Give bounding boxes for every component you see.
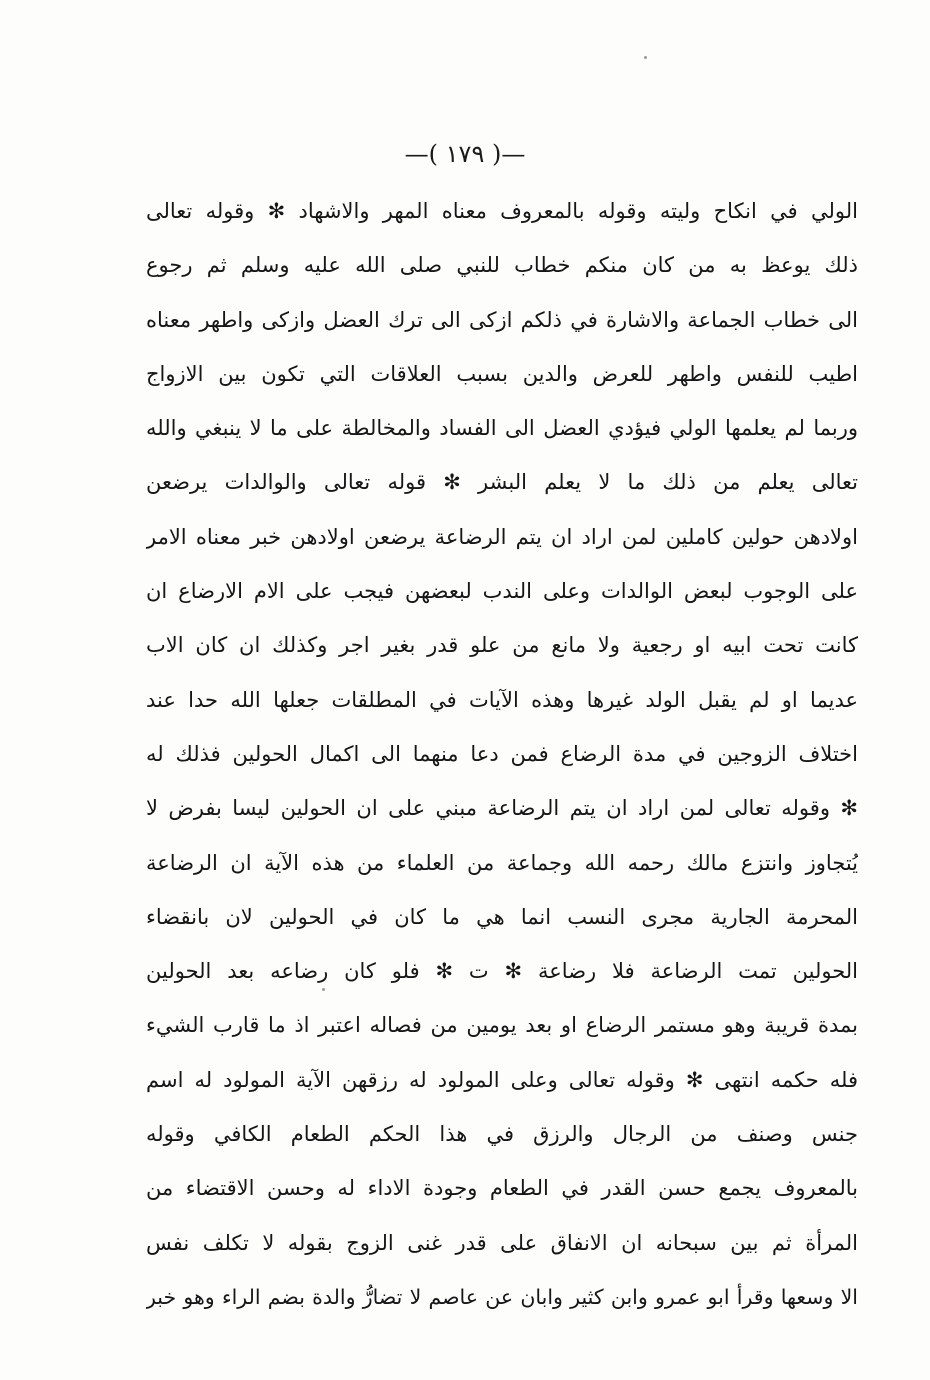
text-line: الحولين تمت الرضاعة فلا رضاعة ✻ ت ✻ فلو كان رضاعه بعد الحولين bbox=[146, 959, 858, 984]
text-line: اولادهن حولين كاملين لمن اراد ان يتم الرضاعة يرضعن اولادهن خبر معناه الامر bbox=[146, 524, 858, 549]
text-line: فله حكمه انتهى ✻ وقوله تعالى وعلى المولود له رزقهن الآية المولود له اسم bbox=[146, 1067, 858, 1092]
text-line: الولي في انكاح وليته وقوله بالمعروف معناه المهر والاشهاد ✻ وقوله تعالى bbox=[146, 199, 858, 223]
text-line: اطيب للنفس واطهر للعرض والدين بسبب العلاقات التي تكون بين الازواج bbox=[146, 361, 858, 386]
text-line: المرأة ثم بين سبحانه ان الانفاق على قدر غنى الزوج بقوله لا تكلف نفس bbox=[146, 1230, 858, 1255]
text-line: الى خطاب الجماعة والاشارة في ذلكم ازكى الى ترك العضل وازكى واطهر معناه bbox=[146, 307, 858, 332]
text-line: يُتجاوز وانتزع مالك رحمه الله وجماعة من العلماء من هذه الآية ان الرضاعة bbox=[146, 850, 858, 875]
text-line: على الوجوب لبعض الوالدات وعلى الندب لبعضهن فيجب على الام الارضاع ان bbox=[146, 579, 858, 604]
text-line: ذلك يوعظ به من كان منكم خطاب للنبي صلى الله عليه وسلم ثم رجوع bbox=[146, 253, 858, 278]
text-line: بالمعروف يجمع حسن القدر في الطعام وجودة الاداء له وحسن الاقتضاء من bbox=[146, 1176, 858, 1201]
page-number: —( ١٧٩ )— bbox=[404, 140, 526, 168]
text-line: تعالى يعلم من ذلك ما لا يعلم البشر ✻ قوله تعالى والوالدات يرضعن bbox=[146, 470, 858, 495]
text-line: جنس وصنف من الرجال والرزق في هذا الحكم الطعام الكافي وقوله bbox=[146, 1122, 858, 1147]
page-body-text bbox=[146, 184, 858, 1324]
scan-speck bbox=[644, 56, 647, 59]
text-line: عديما او لم يقبل الولد غيرها وهذه الآيات في المطلقات جعلها الله حدا عند bbox=[146, 687, 858, 712]
text-line: بمدة قريبة وهو مستمر الرضاع او بعد يومين من فصاله اعتبر اذ ما قارب الشيء bbox=[146, 1013, 858, 1038]
text-line: الا وسعها وقرأ ابو عمرو وابن كثير وابان عن عاصم لا تضارُّ والدة بضم الراء وهو خبر bbox=[146, 1284, 858, 1309]
text-line: المحرمة الجارية مجرى النسب انما هي ما كان في الحولين لان بانقضاء bbox=[146, 904, 858, 929]
text-line: وربما لم يعلمها الولي فيؤدي العضل الى الفساد والمخالطة على ما لا ينبغي والله bbox=[146, 416, 858, 441]
text-line: ✻ وقوله تعالى لمن اراد ان يتم الرضاعة مبني على ان الحولين ليسا بفرض لا bbox=[146, 796, 858, 821]
text-line: كانت تحت ابيه او رجعية ولا مانع من علو قدر بغير اجر وكذلك ان كان الاب bbox=[146, 633, 858, 658]
scan-speck bbox=[322, 988, 325, 991]
text-line: اختلاف الزوجين في مدة الرضاع فمن دعا منهما الى اكمال الحولين فذلك له bbox=[146, 741, 858, 766]
